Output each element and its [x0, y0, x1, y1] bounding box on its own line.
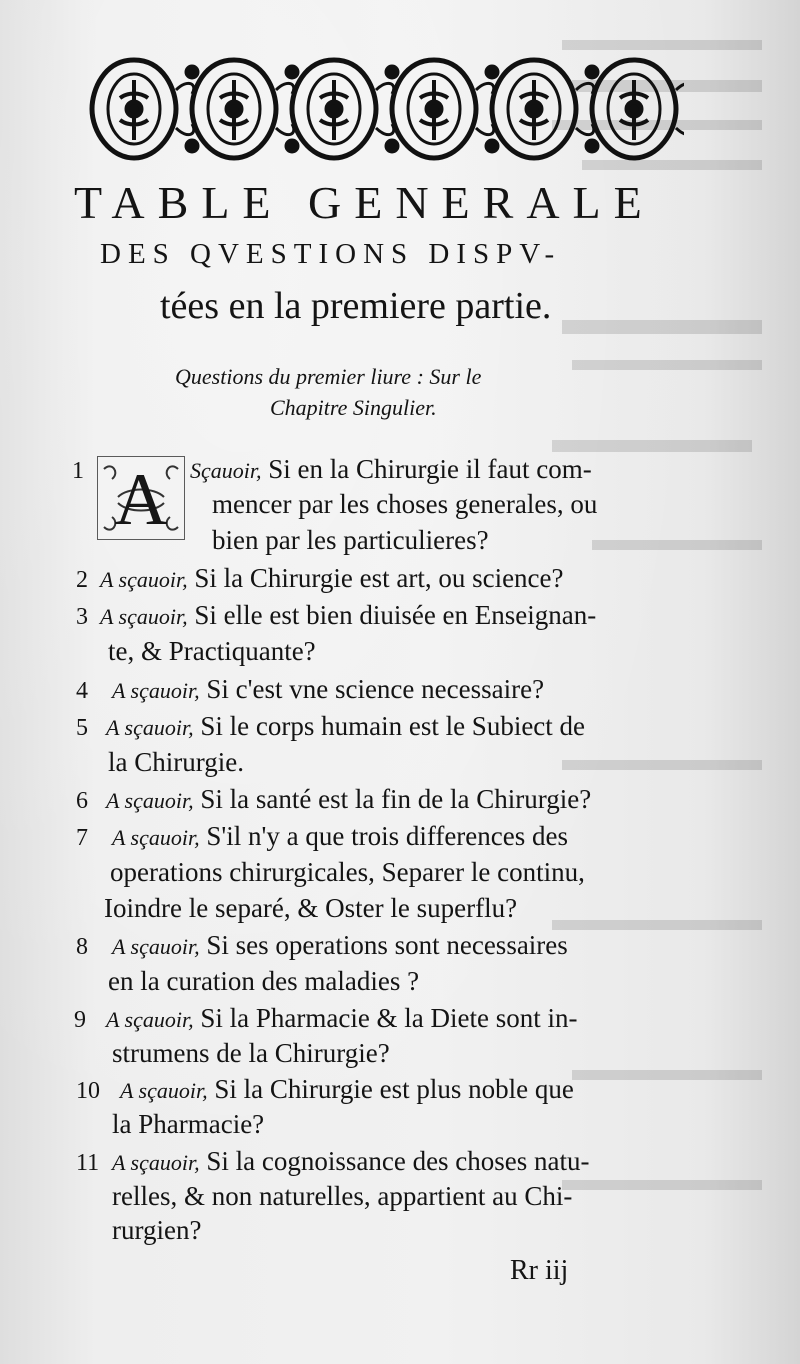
question-text: Si ses operations sont necessaires: [206, 930, 568, 960]
question-lead: A sçauoir,: [112, 825, 200, 850]
question-text: strumens de la Chirurgie?: [112, 1038, 390, 1068]
question-text: Si la Chirurgie est plus noble que: [214, 1074, 574, 1104]
question-line: [106, 709, 585, 745]
question-lead: A sçauoir,: [112, 934, 200, 959]
question-number: 2: [76, 567, 88, 593]
question-text: rurgien?: [112, 1215, 202, 1245]
question-line: [112, 672, 544, 708]
question-line: [112, 819, 568, 855]
question-text: Si le corps humain est le Subiect de: [200, 711, 586, 741]
question-lead: Sçauoir,: [190, 458, 262, 483]
question-number: 1: [72, 458, 84, 484]
question-text: Si la santé est la fin de la Chirurgie?: [200, 784, 592, 814]
section-subtitle-line2: Chapitre Singulier.: [270, 395, 437, 420]
question-text: la Chirurgie.: [108, 747, 244, 777]
question-line: [100, 598, 596, 634]
question-line: [112, 928, 568, 964]
question-text: Si la Pharmacie & la Diete sont in-: [200, 1003, 578, 1033]
table-title-line1: TABLE GENERALE: [74, 177, 655, 228]
question-text: operations chirurgicales, Separer le continu,: [110, 857, 585, 887]
question-lead: A sçauoir,: [106, 715, 194, 740]
table-title-line2: DES QVESTIONS DISPV-: [100, 238, 562, 270]
table-title-line3: tées en la premiere partie.: [160, 285, 552, 327]
question-text: Si en la Chirurgie il faut com-: [268, 454, 592, 484]
question-text: Si elle est bien diuisée en Enseignan-: [194, 600, 597, 630]
question-number: 11: [76, 1150, 100, 1176]
signature-mark: Rr iij: [510, 1255, 569, 1286]
question-line: [120, 1072, 574, 1108]
question-number: 10: [76, 1078, 100, 1104]
question-line: [106, 782, 591, 818]
question-number: 3: [76, 604, 88, 630]
question-lead: A sçauoir,: [120, 1078, 208, 1103]
question-lead: A sçauoir,: [106, 1007, 194, 1032]
question-text: relles, & non naturelles, appartient au Chi-: [112, 1181, 573, 1211]
drop-cap-letter: A: [114, 459, 168, 541]
question-text: Si c'est vne science necessaire?: [206, 674, 545, 704]
question-number: 6: [76, 788, 88, 814]
question-lead: A sçauoir,: [100, 567, 188, 592]
question-lead: A sçauoir,: [112, 678, 200, 703]
question-number: 4: [76, 678, 88, 704]
question-text: Ioindre le separé, & Oster le superflu?: [104, 893, 518, 923]
floral-headpiece-ornament: [84, 50, 684, 168]
decorated-initial: [97, 456, 185, 540]
question-text: Si la Chirurgie est art, ou science?: [194, 563, 564, 593]
question-line: [106, 1001, 578, 1037]
question-text: te, & Practiquante?: [108, 636, 316, 666]
question-number: 5: [76, 715, 88, 741]
question-line: [190, 452, 592, 488]
question-number: 9: [74, 1007, 86, 1033]
question-line: [100, 561, 564, 597]
question-text: bien par les particulieres?: [212, 525, 489, 555]
question-text: S'il n'y a que trois differences des: [206, 821, 568, 851]
question-text: Si la cognoissance des choses natu-: [206, 1146, 590, 1176]
question-lead: A sçauoir,: [112, 1150, 200, 1175]
question-text: mencer par les choses generales, ou: [212, 489, 598, 519]
question-text: en la curation des maladies ?: [108, 966, 420, 996]
question-number: 8: [76, 934, 88, 960]
question-lead: A sçauoir,: [106, 788, 194, 813]
question-text: la Pharmacie?: [112, 1109, 265, 1139]
question-lead: A sçauoir,: [100, 604, 188, 629]
question-line: [112, 1144, 590, 1180]
question-number: 7: [76, 825, 88, 851]
section-subtitle-line1: Questions du premier liure : Sur le: [175, 364, 482, 389]
